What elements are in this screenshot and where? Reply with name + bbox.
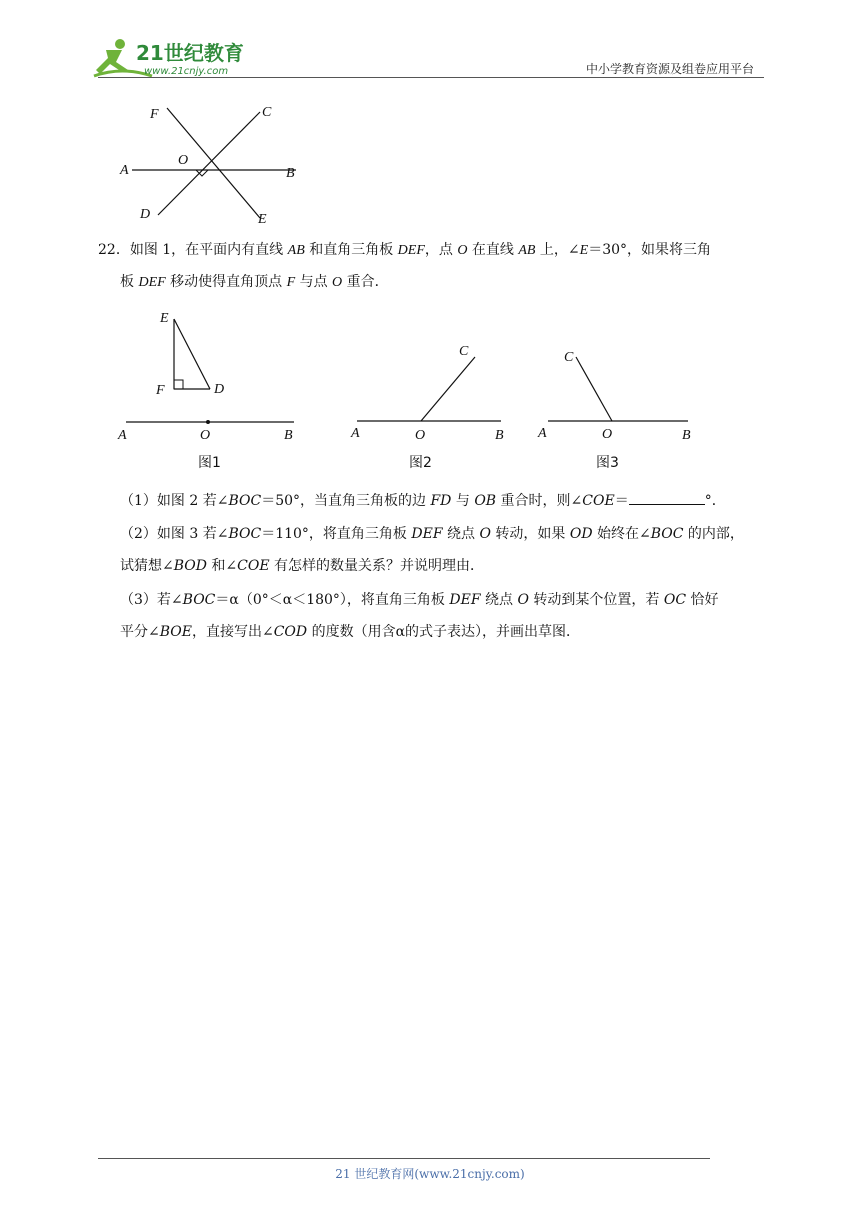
fig1-caption: 图1 xyxy=(198,455,221,471)
label-C: C xyxy=(262,105,272,120)
fig1-label-B: B xyxy=(284,428,293,443)
q22-line2: 板 DEF 移动使得直角顶点 F 与点 O 重合． xyxy=(120,274,389,290)
fig2-label-O: O xyxy=(415,428,426,443)
logo xyxy=(92,36,262,80)
fig1-label-D: D xyxy=(214,382,225,397)
q22-sub3-line1: （3）若∠BOC＝α（0°＜α＜180°），将直角三角板 DEF 绕点 O 转动到某个位置，若 OC 恰好 xyxy=(120,592,719,608)
header-divider xyxy=(98,77,764,78)
logo-url: www.21cnjy.com xyxy=(144,66,229,77)
label-A: A xyxy=(120,163,129,178)
fig2-label-A: A xyxy=(351,426,360,441)
label-O: O xyxy=(178,153,189,168)
label-D: D xyxy=(140,207,151,222)
label-B: B xyxy=(286,166,295,181)
fig3-label-O: O xyxy=(602,427,613,442)
q22-sub1: （1）如图 2 若∠BOC＝50°，当直角三角板的边 FD 与 OB 重合时，则∠COE＝ °． xyxy=(120,490,726,511)
q22-line1: 22．如图 1，在平面内有直线 AB 和直角三角板 DEF，点 O 在直线 AB 上，∠E＝30°，如果将三角 xyxy=(98,242,712,258)
fig2-label-B: B xyxy=(495,428,504,443)
label-E: E xyxy=(258,212,267,227)
fig3-caption: 图3 xyxy=(596,455,619,471)
footer-link[interactable]: 21 世纪教育网(www.21cnjy.com) xyxy=(335,1167,525,1181)
figure-intersecting-lines xyxy=(110,100,310,230)
q22-sub3-line2: 平分∠BOE，直接写出∠COD 的度数（用含α的式子表达），并画出草图． xyxy=(120,624,581,640)
fig2-caption: 图2 xyxy=(409,455,432,471)
header-platform-text: 中小学教育资源及组卷应用平台 xyxy=(585,62,754,76)
q22-sub2-line1: （2）如图 3 若∠BOC＝110°，将直角三角板 DEF 绕点 O 转动，如果 OD 始终在∠BOC 的内部， xyxy=(120,526,744,542)
figure-2 xyxy=(345,335,515,475)
logo-runner-icon xyxy=(92,36,262,80)
fig1-label-F: F xyxy=(156,383,165,398)
fig2-label-C: C xyxy=(459,344,469,359)
q22-sub2-line2: 试猜想∠BOD 和∠COE 有怎样的数量关系？并说明理由． xyxy=(120,558,485,574)
footer-divider xyxy=(98,1158,710,1159)
fig3-label-A: A xyxy=(538,426,547,441)
logo-text: 21世纪教育 xyxy=(136,41,244,65)
label-F: F xyxy=(150,107,159,122)
answer-blank[interactable] xyxy=(629,490,705,505)
fig3-label-C: C xyxy=(564,350,574,365)
fig1-label-E: E xyxy=(160,311,169,326)
figure-3 xyxy=(530,335,710,475)
fig1-label-O: O xyxy=(200,428,211,443)
fig3-label-B: B xyxy=(682,428,691,443)
figure-1 xyxy=(112,305,312,475)
fig1-label-A: A xyxy=(118,428,127,443)
